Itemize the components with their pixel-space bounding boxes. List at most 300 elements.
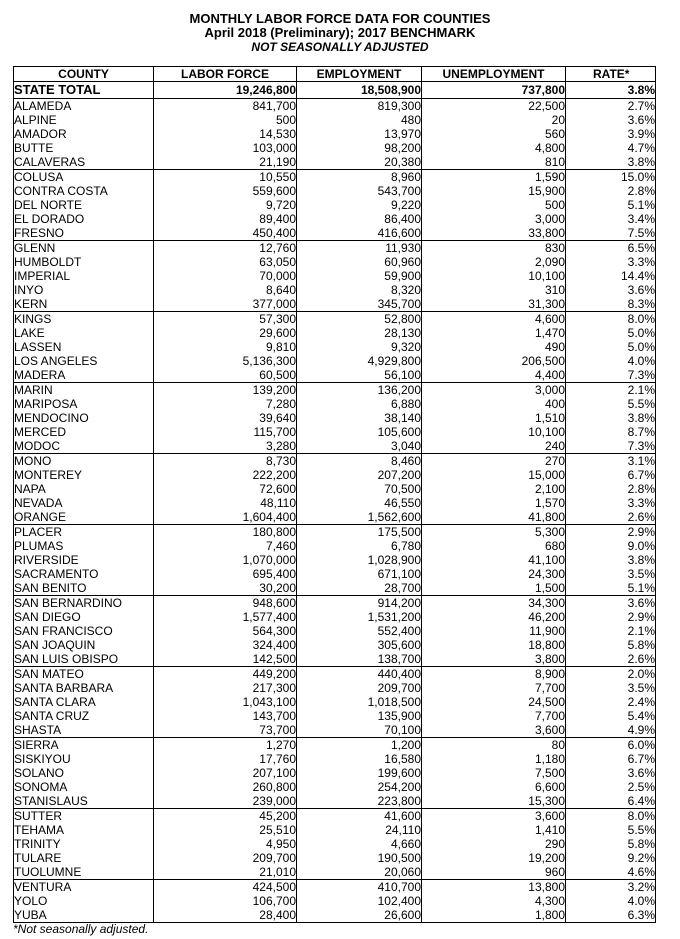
county-name: RIVERSIDE bbox=[14, 553, 154, 567]
table-row bbox=[14, 766, 656, 780]
unemployment-value: 310 bbox=[422, 283, 566, 297]
county-name: SANTA BARBARA bbox=[14, 681, 154, 695]
labor-force-value: 564,300 bbox=[154, 624, 297, 638]
county-name: SANTA CRUZ bbox=[14, 709, 154, 723]
table-row bbox=[14, 851, 656, 865]
labor-force-value: 57,300 bbox=[154, 312, 297, 327]
unemployment-value: 500 bbox=[422, 198, 566, 212]
employment-value: 16,580 bbox=[297, 752, 422, 766]
labor-force-value: 9,810 bbox=[154, 340, 297, 354]
employment-value: 6,880 bbox=[297, 397, 422, 411]
table-row bbox=[14, 99, 656, 114]
employment-value: 190,500 bbox=[297, 851, 422, 865]
employment-value: 416,600 bbox=[297, 226, 422, 241]
unemployment-value: 400 bbox=[422, 397, 566, 411]
col-header-labor-force: LABOR FORCE bbox=[154, 67, 297, 82]
rate-value: 3.5% bbox=[566, 567, 656, 581]
table-row bbox=[14, 354, 656, 368]
unemployment-value: 15,300 bbox=[422, 794, 566, 809]
table-row bbox=[14, 241, 656, 256]
employment-value: 3,040 bbox=[297, 439, 422, 454]
county-name: STANISLAUS bbox=[14, 794, 154, 809]
table-row bbox=[14, 127, 656, 141]
unemployment-value: 18,800 bbox=[422, 638, 566, 652]
employment-value: 56,100 bbox=[297, 368, 422, 383]
county-name: INYO bbox=[14, 283, 154, 297]
labor-force-value: 19,246,800 bbox=[154, 82, 297, 99]
labor-force-value: 4,950 bbox=[154, 837, 297, 851]
rate-value: 2.0% bbox=[566, 667, 656, 682]
labor-force-value: 3,280 bbox=[154, 439, 297, 454]
table-row bbox=[14, 652, 656, 667]
table-row bbox=[14, 567, 656, 581]
employment-value: 98,200 bbox=[297, 141, 422, 155]
labor-force-value: 7,460 bbox=[154, 539, 297, 553]
county-name: KERN bbox=[14, 297, 154, 312]
unemployment-value: 680 bbox=[422, 539, 566, 553]
rate-value: 6.0% bbox=[566, 738, 656, 753]
employment-value: 13,970 bbox=[297, 127, 422, 141]
labor-force-value: 1,604,400 bbox=[154, 510, 297, 525]
county-name: COLUSA bbox=[14, 170, 154, 185]
rate-value: 4.0% bbox=[566, 354, 656, 368]
rate-value: 4.7% bbox=[566, 141, 656, 155]
table-row bbox=[14, 368, 656, 383]
employment-value: 28,700 bbox=[297, 581, 422, 596]
unemployment-value: 1,470 bbox=[422, 326, 566, 340]
table-row bbox=[14, 155, 656, 170]
employment-value: 305,600 bbox=[297, 638, 422, 652]
unemployment-value: 41,800 bbox=[422, 510, 566, 525]
county-name: TEHAMA bbox=[14, 823, 154, 837]
employment-value: 59,900 bbox=[297, 269, 422, 283]
table-row bbox=[14, 553, 656, 567]
table-row bbox=[14, 709, 656, 723]
employment-value: 4,660 bbox=[297, 837, 422, 851]
labor-force-value: 9,720 bbox=[154, 198, 297, 212]
employment-value: 8,460 bbox=[297, 454, 422, 469]
labor-force-value: 143,700 bbox=[154, 709, 297, 723]
unemployment-value: 15,000 bbox=[422, 468, 566, 482]
table-row bbox=[14, 638, 656, 652]
unemployment-value: 3,600 bbox=[422, 809, 566, 824]
county-name: EL DORADO bbox=[14, 212, 154, 226]
employment-value: 20,060 bbox=[297, 865, 422, 880]
employment-value: 543,700 bbox=[297, 184, 422, 198]
rate-value: 5.5% bbox=[566, 397, 656, 411]
labor-force-value: 424,500 bbox=[154, 880, 297, 895]
unemployment-value: 24,500 bbox=[422, 695, 566, 709]
unemployment-value: 19,200 bbox=[422, 851, 566, 865]
labor-force-value: 17,760 bbox=[154, 752, 297, 766]
county-name: SAN BENITO bbox=[14, 581, 154, 596]
rate-value: 3.6% bbox=[566, 766, 656, 780]
rate-value: 3.3% bbox=[566, 255, 656, 269]
unemployment-value: 10,100 bbox=[422, 269, 566, 283]
rate-value: 4.9% bbox=[566, 723, 656, 738]
labor-force-value: 180,800 bbox=[154, 525, 297, 540]
labor-force-value: 559,600 bbox=[154, 184, 297, 198]
labor-force-value: 222,200 bbox=[154, 468, 297, 482]
employment-value: 410,700 bbox=[297, 880, 422, 895]
employment-value: 4,929,800 bbox=[297, 354, 422, 368]
county-name: SANTA CLARA bbox=[14, 695, 154, 709]
report-subtitle: April 2018 (Preliminary); 2017 BENCHMARK bbox=[204, 25, 476, 40]
labor-force-value: 209,700 bbox=[154, 851, 297, 865]
labor-force-value: 7,280 bbox=[154, 397, 297, 411]
employment-value: 8,960 bbox=[297, 170, 422, 185]
rate-value: 8.3% bbox=[566, 297, 656, 312]
employment-value: 86,400 bbox=[297, 212, 422, 226]
unemployment-value: 1,410 bbox=[422, 823, 566, 837]
county-name: ORANGE bbox=[14, 510, 154, 525]
employment-value: 46,550 bbox=[297, 496, 422, 510]
rate-value: 3.2% bbox=[566, 880, 656, 895]
unemployment-value: 4,400 bbox=[422, 368, 566, 383]
rate-value: 2.5% bbox=[566, 780, 656, 794]
rate-value: 3.8% bbox=[566, 411, 656, 425]
unemployment-value: 4,300 bbox=[422, 894, 566, 908]
rate-value: 6.7% bbox=[566, 752, 656, 766]
unemployment-value: 4,800 bbox=[422, 141, 566, 155]
employment-value: 440,400 bbox=[297, 667, 422, 682]
employment-value: 138,700 bbox=[297, 652, 422, 667]
unemployment-value: 7,700 bbox=[422, 709, 566, 723]
labor-force-value: 45,200 bbox=[154, 809, 297, 824]
county-name: SIERRA bbox=[14, 738, 154, 753]
county-name: NEVADA bbox=[14, 496, 154, 510]
labor-force-value: 115,700 bbox=[154, 425, 297, 439]
labor-force-value: 48,110 bbox=[154, 496, 297, 510]
labor-force-value: 12,760 bbox=[154, 241, 297, 256]
rate-value: 3.9% bbox=[566, 127, 656, 141]
report-note: NOT SEASONALLY ADJUSTED bbox=[251, 40, 429, 54]
rate-value: 3.8% bbox=[566, 155, 656, 170]
rate-value: 5.0% bbox=[566, 326, 656, 340]
rate-value: 2.8% bbox=[566, 184, 656, 198]
rate-value: 4.0% bbox=[566, 894, 656, 908]
table-row bbox=[14, 667, 656, 682]
employment-value: 1,018,500 bbox=[297, 695, 422, 709]
table-row bbox=[14, 695, 656, 709]
rate-value: 8.0% bbox=[566, 809, 656, 824]
employment-value: 60,960 bbox=[297, 255, 422, 269]
employment-value: 1,200 bbox=[297, 738, 422, 753]
employment-value: 28,130 bbox=[297, 326, 422, 340]
county-name: SONOMA bbox=[14, 780, 154, 794]
labor-force-value: 1,577,400 bbox=[154, 610, 297, 624]
unemployment-value: 1,590 bbox=[422, 170, 566, 185]
rate-value: 2.1% bbox=[566, 383, 656, 398]
labor-force-value: 28,400 bbox=[154, 908, 297, 923]
county-name: MODOC bbox=[14, 439, 154, 454]
employment-value: 6,780 bbox=[297, 539, 422, 553]
unemployment-value: 1,800 bbox=[422, 908, 566, 923]
employment-value: 24,110 bbox=[297, 823, 422, 837]
county-name: PLUMAS bbox=[14, 539, 154, 553]
county-name: MARIPOSA bbox=[14, 397, 154, 411]
rate-value: 2.7% bbox=[566, 99, 656, 114]
labor-force-value: 449,200 bbox=[154, 667, 297, 682]
county-name: SACRAMENTO bbox=[14, 567, 154, 581]
unemployment-value: 3,600 bbox=[422, 723, 566, 738]
table-row bbox=[14, 865, 656, 880]
employment-value: 175,500 bbox=[297, 525, 422, 540]
labor-force-value: 14,530 bbox=[154, 127, 297, 141]
county-name: HUMBOLDT bbox=[14, 255, 154, 269]
rate-value: 8.0% bbox=[566, 312, 656, 327]
labor-force-value: 841,700 bbox=[154, 99, 297, 114]
rate-value: 5.8% bbox=[566, 638, 656, 652]
labor-force-value: 70,000 bbox=[154, 269, 297, 283]
labor-force-value: 63,050 bbox=[154, 255, 297, 269]
county-name: MADERA bbox=[14, 368, 154, 383]
rate-value: 3.6% bbox=[566, 113, 656, 127]
table-row bbox=[14, 297, 656, 312]
rate-value: 5.1% bbox=[566, 198, 656, 212]
table-row bbox=[14, 411, 656, 425]
rate-value: 2.9% bbox=[566, 525, 656, 540]
employment-value: 26,600 bbox=[297, 908, 422, 923]
rate-value: 15.0% bbox=[566, 170, 656, 185]
county-name: ALPINE bbox=[14, 113, 154, 127]
employment-value: 135,900 bbox=[297, 709, 422, 723]
labor-force-value: 260,800 bbox=[154, 780, 297, 794]
unemployment-value: 11,900 bbox=[422, 624, 566, 638]
unemployment-value: 1,570 bbox=[422, 496, 566, 510]
rate-value: 7.3% bbox=[566, 368, 656, 383]
unemployment-value: 490 bbox=[422, 340, 566, 354]
table-row bbox=[14, 198, 656, 212]
rate-value: 2.6% bbox=[566, 652, 656, 667]
rate-value: 9.2% bbox=[566, 851, 656, 865]
table-row bbox=[14, 723, 656, 738]
county-name: YOLO bbox=[14, 894, 154, 908]
table-row bbox=[14, 823, 656, 837]
employment-value: 819,300 bbox=[297, 99, 422, 114]
table-row bbox=[14, 581, 656, 596]
unemployment-value: 810 bbox=[422, 155, 566, 170]
table-row bbox=[14, 269, 656, 283]
county-name: MARIN bbox=[14, 383, 154, 398]
county-name: LOS ANGELES bbox=[14, 354, 154, 368]
labor-force-value: 72,600 bbox=[154, 482, 297, 496]
labor-force-value: 73,700 bbox=[154, 723, 297, 738]
table-row bbox=[14, 596, 656, 611]
county-name: AMADOR bbox=[14, 127, 154, 141]
table-row bbox=[14, 326, 656, 340]
county-name: MENDOCINO bbox=[14, 411, 154, 425]
county-name: MONO bbox=[14, 454, 154, 469]
county-data-table bbox=[13, 66, 656, 923]
county-name: SOLANO bbox=[14, 766, 154, 780]
employment-value: 254,200 bbox=[297, 780, 422, 794]
col-header-unemployment: UNEMPLOYMENT bbox=[422, 67, 566, 82]
unemployment-value: 1,500 bbox=[422, 581, 566, 596]
table-row bbox=[14, 283, 656, 297]
rate-value: 3.1% bbox=[566, 454, 656, 469]
table-row bbox=[14, 610, 656, 624]
unemployment-value: 1,510 bbox=[422, 411, 566, 425]
report-header bbox=[0, 12, 680, 54]
unemployment-value: 7,500 bbox=[422, 766, 566, 780]
table-row bbox=[14, 312, 656, 327]
rate-value: 9.0% bbox=[566, 539, 656, 553]
county-name: SUTTER bbox=[14, 809, 154, 824]
report-title: MONTHLY LABOR FORCE DATA FOR COUNTIES bbox=[189, 11, 491, 26]
unemployment-value: 22,500 bbox=[422, 99, 566, 114]
unemployment-value: 2,090 bbox=[422, 255, 566, 269]
table-row bbox=[14, 624, 656, 638]
col-header-rate: RATE* bbox=[566, 67, 656, 82]
labor-force-value: 450,400 bbox=[154, 226, 297, 241]
labor-force-value: 377,000 bbox=[154, 297, 297, 312]
employment-value: 1,028,900 bbox=[297, 553, 422, 567]
rate-value: 6.4% bbox=[566, 794, 656, 809]
employment-value: 9,320 bbox=[297, 340, 422, 354]
labor-force-value: 30,200 bbox=[154, 581, 297, 596]
employment-value: 52,800 bbox=[297, 312, 422, 327]
table-row bbox=[14, 226, 656, 241]
unemployment-value: 2,100 bbox=[422, 482, 566, 496]
labor-force-value: 25,510 bbox=[154, 823, 297, 837]
unemployment-value: 24,300 bbox=[422, 567, 566, 581]
rate-value: 2.1% bbox=[566, 624, 656, 638]
employment-value: 70,100 bbox=[297, 723, 422, 738]
county-name: VENTURA bbox=[14, 880, 154, 895]
labor-force-value: 217,300 bbox=[154, 681, 297, 695]
rate-value: 2.6% bbox=[566, 510, 656, 525]
county-name: FRESNO bbox=[14, 226, 154, 241]
table-row bbox=[14, 738, 656, 753]
unemployment-value: 7,700 bbox=[422, 681, 566, 695]
county-name: MONTEREY bbox=[14, 468, 154, 482]
unemployment-value: 3,000 bbox=[422, 212, 566, 226]
employment-value: 552,400 bbox=[297, 624, 422, 638]
county-name: LAKE bbox=[14, 326, 154, 340]
table-row bbox=[14, 170, 656, 185]
labor-force-value: 142,500 bbox=[154, 652, 297, 667]
rate-value: 5.8% bbox=[566, 837, 656, 851]
employment-value: 8,320 bbox=[297, 283, 422, 297]
labor-force-value: 21,190 bbox=[154, 155, 297, 170]
labor-force-value: 1,270 bbox=[154, 738, 297, 753]
employment-value: 9,220 bbox=[297, 198, 422, 212]
rate-value: 3.4% bbox=[566, 212, 656, 226]
labor-force-value: 103,000 bbox=[154, 141, 297, 155]
table-row bbox=[14, 681, 656, 695]
table-row bbox=[14, 454, 656, 469]
unemployment-value: 31,300 bbox=[422, 297, 566, 312]
unemployment-value: 34,300 bbox=[422, 596, 566, 611]
unemployment-value: 10,100 bbox=[422, 425, 566, 439]
unemployment-value: 830 bbox=[422, 241, 566, 256]
labor-force-value: 39,640 bbox=[154, 411, 297, 425]
table-row bbox=[14, 780, 656, 794]
unemployment-value: 80 bbox=[422, 738, 566, 753]
county-name: TRINITY bbox=[14, 837, 154, 851]
labor-force-value: 29,600 bbox=[154, 326, 297, 340]
table-row bbox=[14, 908, 656, 923]
rate-value: 3.6% bbox=[566, 596, 656, 611]
rate-value: 3.5% bbox=[566, 681, 656, 695]
unemployment-value: 270 bbox=[422, 454, 566, 469]
county-name: GLENN bbox=[14, 241, 154, 256]
employment-value: 914,200 bbox=[297, 596, 422, 611]
unemployment-value: 13,800 bbox=[422, 880, 566, 895]
county-name: SHASTA bbox=[14, 723, 154, 738]
table-row bbox=[14, 397, 656, 411]
employment-value: 136,200 bbox=[297, 383, 422, 398]
county-name: STATE TOTAL bbox=[14, 82, 154, 99]
rate-value: 2.9% bbox=[566, 610, 656, 624]
table-row bbox=[14, 383, 656, 398]
unemployment-value: 8,900 bbox=[422, 667, 566, 682]
unemployment-value: 46,200 bbox=[422, 610, 566, 624]
rate-value: 5.1% bbox=[566, 581, 656, 596]
rate-value: 8.7% bbox=[566, 425, 656, 439]
labor-force-value: 1,070,000 bbox=[154, 553, 297, 567]
employment-value: 70,500 bbox=[297, 482, 422, 496]
county-name: BUTTE bbox=[14, 141, 154, 155]
labor-force-value: 21,010 bbox=[154, 865, 297, 880]
unemployment-value: 1,180 bbox=[422, 752, 566, 766]
county-name: SAN DIEGO bbox=[14, 610, 154, 624]
unemployment-value: 240 bbox=[422, 439, 566, 454]
employment-value: 105,600 bbox=[297, 425, 422, 439]
employment-value: 11,930 bbox=[297, 241, 422, 256]
rate-value: 3.6% bbox=[566, 283, 656, 297]
county-name: TUOLUMNE bbox=[14, 865, 154, 880]
county-name: DEL NORTE bbox=[14, 198, 154, 212]
rate-value: 6.5% bbox=[566, 241, 656, 256]
labor-force-value: 1,043,100 bbox=[154, 695, 297, 709]
county-name: MERCED bbox=[14, 425, 154, 439]
county-name: CONTRA COSTA bbox=[14, 184, 154, 198]
col-header-county: COUNTY bbox=[14, 67, 154, 82]
unemployment-value: 560 bbox=[422, 127, 566, 141]
table-row bbox=[14, 894, 656, 908]
employment-value: 1,562,600 bbox=[297, 510, 422, 525]
table-row bbox=[14, 752, 656, 766]
unemployment-value: 960 bbox=[422, 865, 566, 880]
rate-value: 3.3% bbox=[566, 496, 656, 510]
table-row bbox=[14, 425, 656, 439]
employment-value: 38,140 bbox=[297, 411, 422, 425]
state-total-row bbox=[14, 82, 656, 99]
rate-value: 4.6% bbox=[566, 865, 656, 880]
unemployment-value: 15,900 bbox=[422, 184, 566, 198]
rate-value: 7.5% bbox=[566, 226, 656, 241]
employment-value: 345,700 bbox=[297, 297, 422, 312]
labor-force-value: 60,500 bbox=[154, 368, 297, 383]
table-row bbox=[14, 482, 656, 496]
labor-force-value: 8,730 bbox=[154, 454, 297, 469]
county-name: TULARE bbox=[14, 851, 154, 865]
table-row bbox=[14, 468, 656, 482]
labor-force-value: 500 bbox=[154, 113, 297, 127]
employment-value: 41,600 bbox=[297, 809, 422, 824]
table-row bbox=[14, 525, 656, 540]
labor-force-value: 139,200 bbox=[154, 383, 297, 398]
labor-force-value: 5,136,300 bbox=[154, 354, 297, 368]
rate-value: 3.8% bbox=[566, 82, 656, 99]
county-name: SAN LUIS OBISPO bbox=[14, 652, 154, 667]
table-row bbox=[14, 496, 656, 510]
employment-value: 207,200 bbox=[297, 468, 422, 482]
county-name: SAN MATEO bbox=[14, 667, 154, 682]
unemployment-value: 206,500 bbox=[422, 354, 566, 368]
